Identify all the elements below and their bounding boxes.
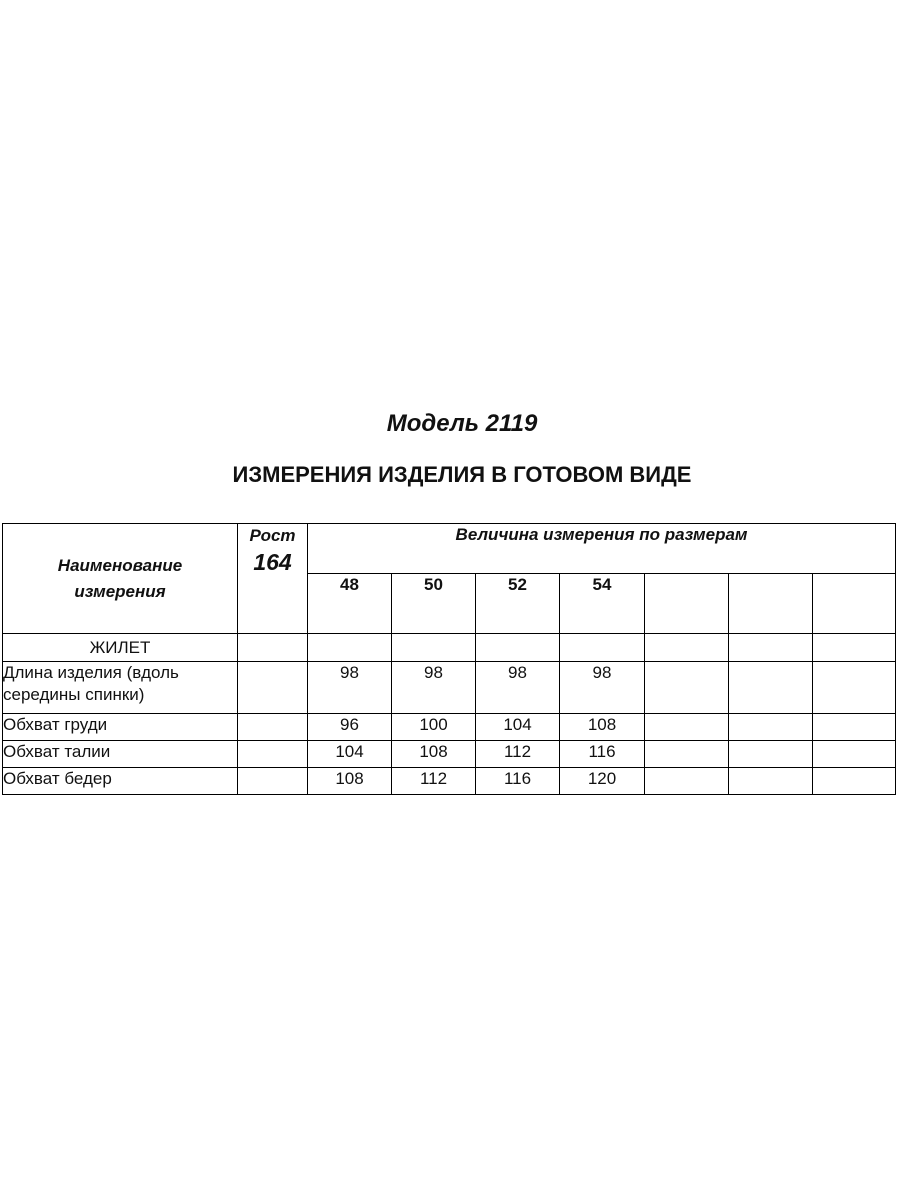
size-header-empty bbox=[645, 574, 729, 634]
row-value: 100 bbox=[392, 714, 476, 741]
row-value: 112 bbox=[392, 768, 476, 795]
size-header-54: 54 bbox=[560, 574, 645, 634]
size-header-empty bbox=[729, 574, 813, 634]
table-cell-empty bbox=[645, 714, 729, 741]
table-cell-empty bbox=[729, 662, 813, 714]
column-header-height bbox=[238, 524, 308, 634]
table-cell-empty bbox=[238, 634, 308, 662]
measurements-table bbox=[2, 523, 896, 795]
header-row-1 bbox=[3, 524, 896, 574]
table-cell-empty bbox=[392, 634, 476, 662]
row-label: Обхват груди bbox=[3, 714, 238, 741]
row-value: 104 bbox=[308, 741, 392, 768]
size-header-48: 48 bbox=[308, 574, 392, 634]
table-row bbox=[3, 768, 896, 795]
header-name-line-1: Наименование bbox=[57, 555, 183, 575]
column-header-measurement-name bbox=[3, 524, 238, 634]
row-label: Длина изделия (вдоль середины спинки) bbox=[3, 662, 238, 714]
table-cell-empty bbox=[238, 714, 308, 741]
row-value: 98 bbox=[560, 662, 645, 714]
table-cell-empty bbox=[476, 634, 560, 662]
table-cell-empty bbox=[729, 768, 813, 795]
table-cell-empty bbox=[645, 741, 729, 768]
model-title: Модель 2119 bbox=[386, 410, 538, 437]
row-label: Обхват бедер bbox=[3, 768, 238, 795]
section-row bbox=[3, 634, 896, 662]
table-row bbox=[3, 662, 896, 714]
row-value: 120 bbox=[560, 768, 645, 795]
section-title: ИЗМЕРЕНИЯ ИЗДЕЛИЯ В ГОТОВОМ ВИДЕ bbox=[232, 462, 692, 487]
row-value: 108 bbox=[560, 714, 645, 741]
row-value: 116 bbox=[476, 768, 560, 795]
table-cell-empty bbox=[813, 634, 896, 662]
table-cell-empty bbox=[729, 714, 813, 741]
table-cell-empty bbox=[729, 634, 813, 662]
section-label-vest: ЖИЛЕТ bbox=[3, 634, 238, 662]
table-cell-empty bbox=[238, 741, 308, 768]
row-value: 116 bbox=[560, 741, 645, 768]
row-value: 108 bbox=[392, 741, 476, 768]
row-label: Обхват талии bbox=[3, 741, 238, 768]
table-cell-empty bbox=[813, 662, 896, 714]
row-value: 108 bbox=[308, 768, 392, 795]
row-value: 96 bbox=[308, 714, 392, 741]
table-cell-empty bbox=[813, 768, 896, 795]
table-cell-empty bbox=[238, 768, 308, 795]
table-cell-empty bbox=[238, 662, 308, 714]
sizes-caption: Величина измерения по размерам bbox=[308, 524, 896, 574]
height-label: Рост bbox=[249, 526, 296, 545]
table-cell-empty bbox=[813, 741, 896, 768]
row-value: 98 bbox=[476, 662, 560, 714]
size-header-empty bbox=[813, 574, 896, 634]
table-cell-empty bbox=[813, 714, 896, 741]
table-cell-empty bbox=[729, 741, 813, 768]
height-value: 164 bbox=[253, 549, 292, 575]
table-row bbox=[3, 741, 896, 768]
row-value: 104 bbox=[476, 714, 560, 741]
table-cell-empty bbox=[645, 634, 729, 662]
size-header-50: 50 bbox=[392, 574, 476, 634]
table-cell-empty bbox=[308, 634, 392, 662]
row-value: 98 bbox=[308, 662, 392, 714]
row-value: 98 bbox=[392, 662, 476, 714]
table-cell-empty bbox=[645, 768, 729, 795]
table-row bbox=[3, 714, 896, 741]
header-name-line-2: измерения bbox=[74, 581, 166, 601]
size-header-52: 52 bbox=[476, 574, 560, 634]
table-cell-empty bbox=[645, 662, 729, 714]
row-value: 112 bbox=[476, 741, 560, 768]
table-cell-empty bbox=[560, 634, 645, 662]
